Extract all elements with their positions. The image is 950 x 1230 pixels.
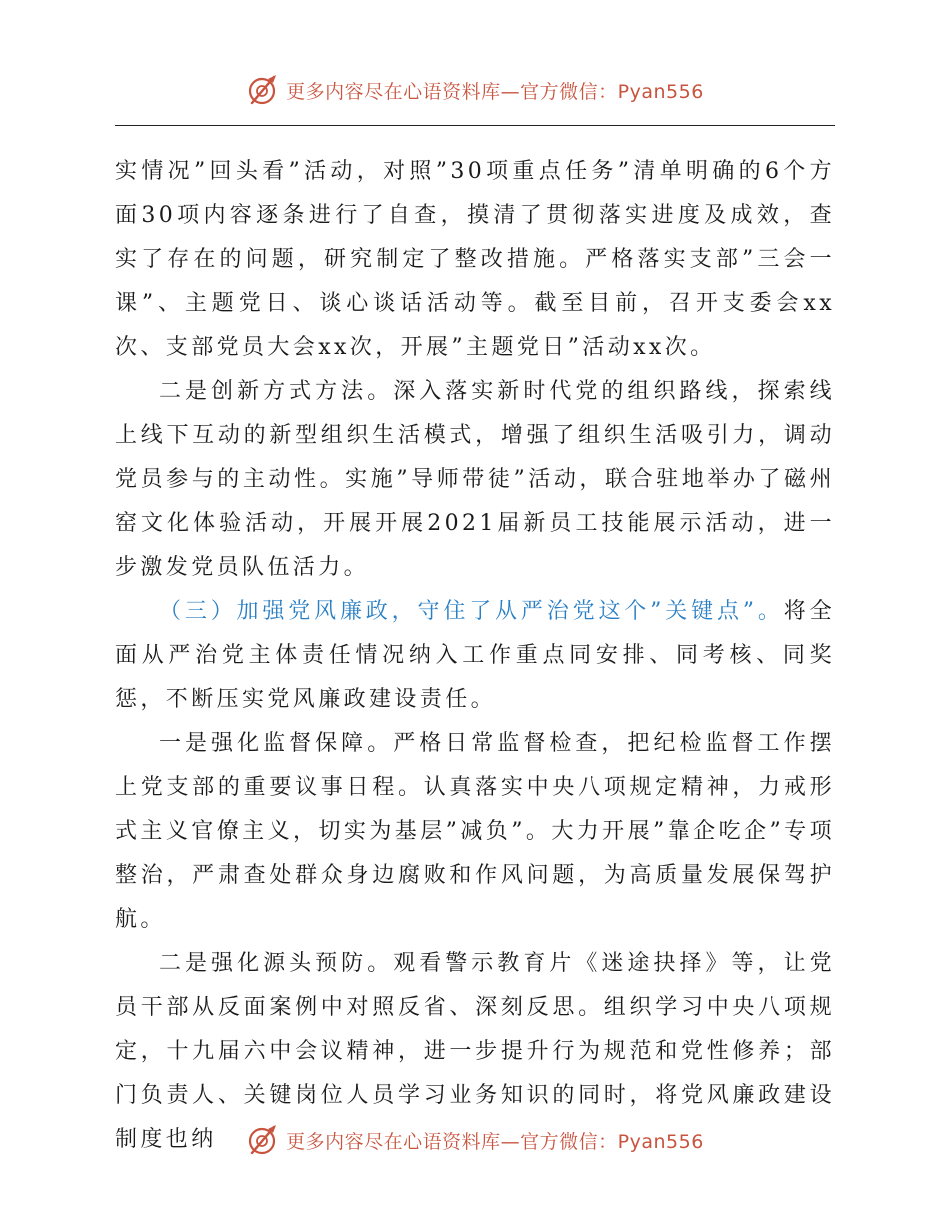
paragraph-section-three — [115, 590, 835, 722]
quill-logo-icon — [246, 1123, 280, 1157]
header-watermark — [0, 70, 950, 110]
paragraph-innovation: 二是创新方式方法。深入落实新时代党的组织路线，探索线上线下互动的新型组织生活模式，增强了组织生活吸引力，调动党员参与的主动性。实施”导师带徒”活动，联合驻地举办了磁州窑文化体验活动，开展开展2021届新员工技能展示活动，进一步激发党员队伍活力。 — [115, 379, 835, 580]
watermark-text: 更多内容尽在心语资料库—官方微信：Pyan556 — [286, 80, 704, 103]
section-heading: （三）加强党风廉政，守住了从严治党这个”关键点”。 — [159, 599, 784, 624]
quill-logo-icon — [246, 73, 280, 107]
section-body: 将全面从严治党主体责任情况纳入工作重点同安排、同考核、同奖惩，不断压实党风廉政建设责任。 — [115, 599, 835, 712]
header-divider — [115, 125, 835, 126]
paragraph-supervision: 一是强化监督保障。严格日常监督检查，把纪检监督工作摆上党支部的重要议事日程。认真落实中央八项规定精神，力戒形式主义官僚主义，切实为基层”减负”。大力开展”靠企吃企”专项整治，严肃查处群众身边腐败和作风问题，为高质量发展保驾护航。 — [115, 731, 835, 932]
document-body — [115, 150, 835, 1162]
paragraph-prevention: 二是强化源头预防。观看警示教育片《迷途抉择》等，让党员干部从反面案例中对照反省、深刻反思。组织学习中央八项规定，十九届六中会议精神，进一步提升行为规范和党性修养；部门负责人、关键岗位人员学习业务知识的同时，将党风廉政建设制度也纳 — [115, 951, 835, 1152]
watermark-text: 更多内容尽在心语资料库—官方微信：Pyan556 — [286, 1130, 704, 1153]
footer-watermark — [0, 1120, 950, 1160]
paragraph-continued: 实情况”回头看”活动，对照”30项重点任务”清单明确的6个方面30项内容逐条进行了自查，摸清了贯彻落实进度及成效，查实了存在的问题，研究制定了整改措施。严格落实支部”三会一课”、主题党日、谈心谈话活动等。截至目前，召开支委会xx次、支部党员大会xx次，开展”主题党日”活动xx次。 — [115, 159, 835, 360]
